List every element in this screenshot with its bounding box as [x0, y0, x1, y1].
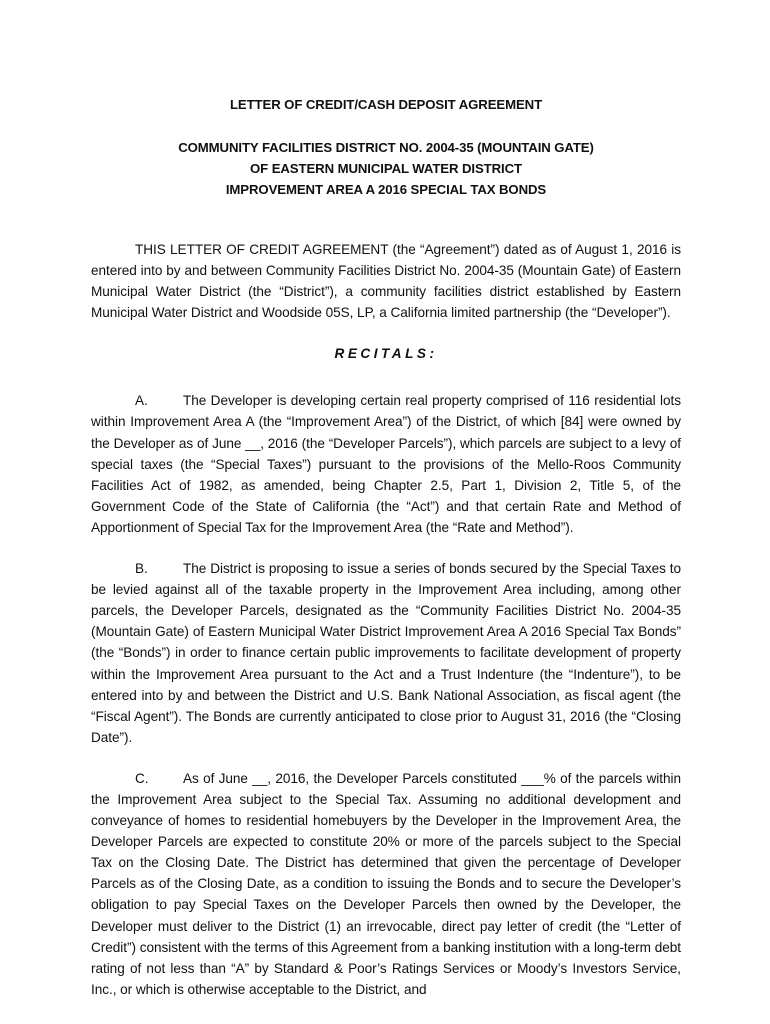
subtitle-line: COMMUNITY FACILITIES DISTRICT NO. 2004-35 (MOUNTAIN GATE) [178, 140, 594, 155]
recital-paragraph [91, 768, 681, 1000]
recital-letter: A. [135, 393, 148, 409]
recital-paragraph [91, 390, 681, 538]
recital-letter: C. [135, 770, 149, 786]
document-title: LETTER OF CREDIT/CASH DEPOSIT AGREEMENT [229, 97, 543, 112]
subtitle-line: IMPROVEMENT AREA A 2016 SPECIAL TAX BONDS [225, 182, 547, 197]
subtitle-line: OF EASTERN MUNICIPAL WATER DISTRICT [250, 161, 522, 176]
subtitle-block [91, 137, 681, 200]
recital-text: As of June __, 2016, the Developer Parcels constituted ___% of the parcels within the Improvement Area subject to the Special Tax. Assuming no additional development and conveyance of homes to residential homebuyers by the Developer in the Improvement Area, the Developer Parcels are expected to constitute 20% or more of the parcels subject to the Special Tax on the Closing Date. The District has determined that given the percentage of Developer Parcels as of the Closing Date, as a condition to issuing the Bonds and to secure the Developer’s obligation to pay Special Taxes on the Developer Parcels then owned by the Developer, the Developer must deliver to the District (1) an irrevocable, direct pay letter of credit (the “Letter of Credit”) consistent with the terms of this Agreement from a banking institution with a long-term debt rating of not less than “A” by Standard & Poor’s Ratings Services or Moody’s Investors Service, Inc., or which is otherwise acceptable to the District, and [91, 770, 681, 997]
document-body [91, 94, 681, 1000]
recitals-heading: RECITALS: [334, 346, 438, 362]
recital-letter: B. [135, 561, 148, 577]
recital-text: The Developer is developing certain real property comprised of 116 residential lots within Improvement Area A (the “Improvement Area”) of the District, of which [84] were owned by the Developer as of June __, 2016 (the “Developer Parcels”), which parcels are subject to a levy of special taxes (the “Special Taxes”) pursuant to the provisions of the Mello-Roos Community Facilities Act of 1982, as amended, being Chapter 2.5, Part 1, Division 2, Title 5, of the Government Code of the State of California (the “Act”) and that certain Rate and Method of Apportionment of Special Tax for the Improvement Area (the “Rate and Method”). [91, 393, 681, 535]
intro-paragraph: THIS LETTER OF CREDIT AGREEMENT (the “Agreement”) dated as of August 1, 2016 is entered into by and between Community Facilities District No. 2004-35 (Mountain Gate) of Eastern Municipal Water District (the “District”), a community facilities district established by Eastern Municipal Water District and Woodside 05S, LP, a California limited partnership (the “Developer”). [91, 242, 681, 321]
recital-text: The District is proposing to issue a series of bonds secured by the Special Taxes to be levied against all of the taxable property in the Improvement Area including, among other parcels, the Developer Parcels, designated as the “Community Facilities District No. 2004-35 (Mountain Gate) of Eastern Municipal Water District Improvement Area A 2016 Special Tax Bonds” (the “Bonds”) in order to finance certain public improvements to facilitate development of property within the Improvement Area pursuant to the Act and a Trust Indenture (the “Indenture”), to be entered into by and between the District and U.S. Bank National Association, as fiscal agent (the “Fiscal Agent”). The Bonds are currently anticipated to close prior to August 31, 2016 (the “Closing Date”). [91, 561, 681, 745]
recital-paragraph [91, 558, 681, 748]
